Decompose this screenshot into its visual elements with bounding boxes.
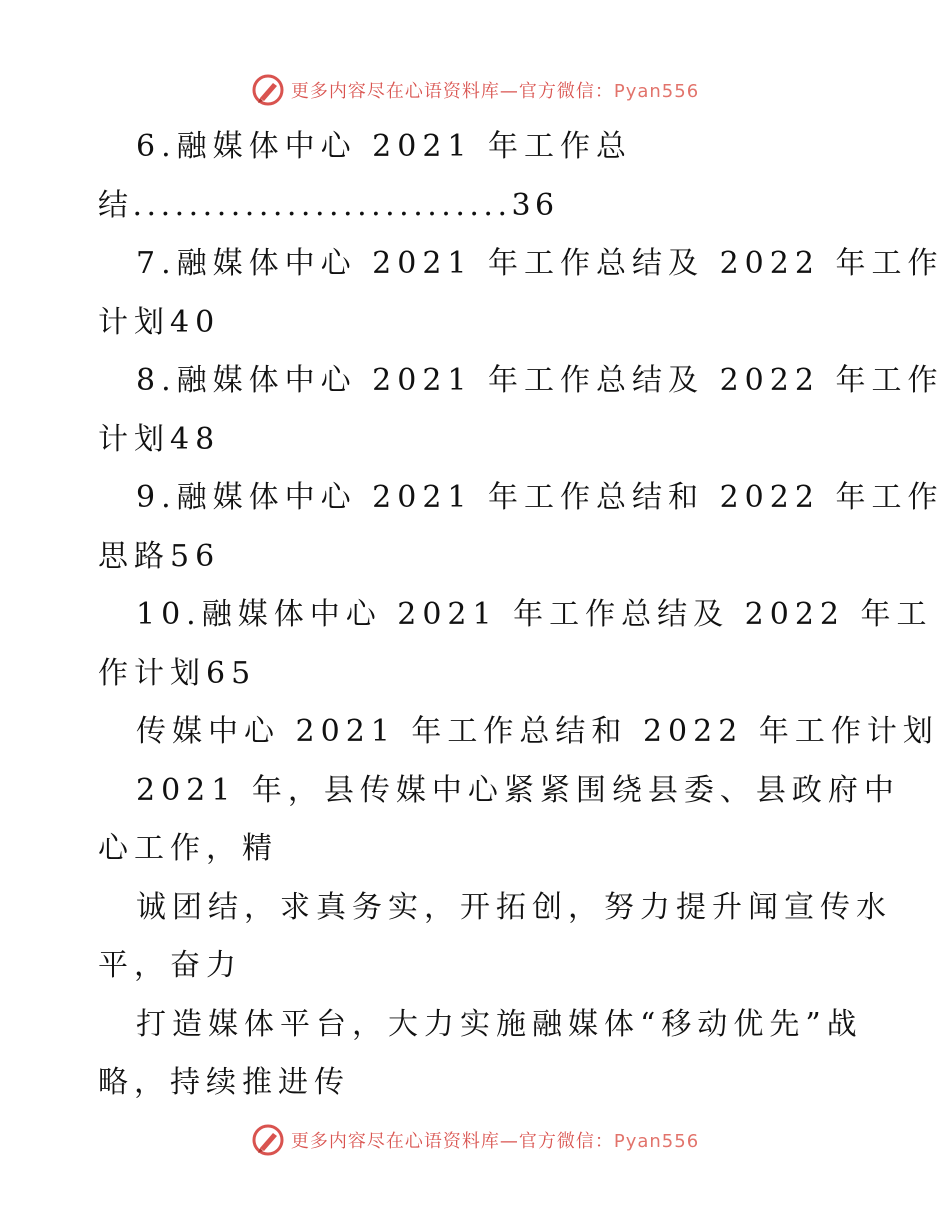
text-line: 计划40 [98, 304, 221, 340]
pen-logo-icon [251, 73, 285, 107]
text-line: 略，持续推进传 [98, 1065, 350, 1100]
text-line: 10.融媒体中心 2021 年工作总结及 2022 年工 [136, 597, 933, 632]
text-line: 诚团结，求真务实，开拓创，努力提升闻宣传水 [136, 889, 892, 925]
text-line: 打造媒体平台，大力实施融媒体“移动优先”战 [136, 1006, 863, 1042]
text-line: 2021 年，县传媒中心紧紧围绕县委、县政府中 [136, 772, 900, 808]
pen-logo-icon [251, 1123, 285, 1157]
document-body [98, 118, 944, 1113]
watermark-text: 更多内容尽在心语资料库—官方微信：Pyan556 [290, 81, 700, 102]
text-line: 9.融媒体中心 2021 年工作总结和 2022 年工作 [136, 480, 944, 515]
text-line: 作计划65 [98, 655, 257, 691]
text-line: 心工作，精 [98, 831, 278, 866]
text-line: 思路56 [98, 538, 221, 574]
text-line: 传媒中心 2021 年工作总结和 2022 年工作计划 [136, 714, 939, 749]
header-watermark [0, 70, 950, 110]
text-line: 计划48 [98, 421, 221, 457]
text-line: 8.融媒体中心 2021 年工作总结及 2022 年工作 [136, 363, 944, 398]
text-line: 平，奋力 [98, 948, 242, 983]
watermark-text: 更多内容尽在心语资料库—官方微信：Pyan556 [290, 1131, 700, 1152]
text-line: 6.融媒体中心 2021 年工作总 [136, 129, 633, 164]
text-line: 结...........................36 [98, 187, 559, 223]
text-line: 7.融媒体中心 2021 年工作总结及 2022 年工作 [136, 246, 944, 281]
footer-watermark [0, 1120, 950, 1160]
